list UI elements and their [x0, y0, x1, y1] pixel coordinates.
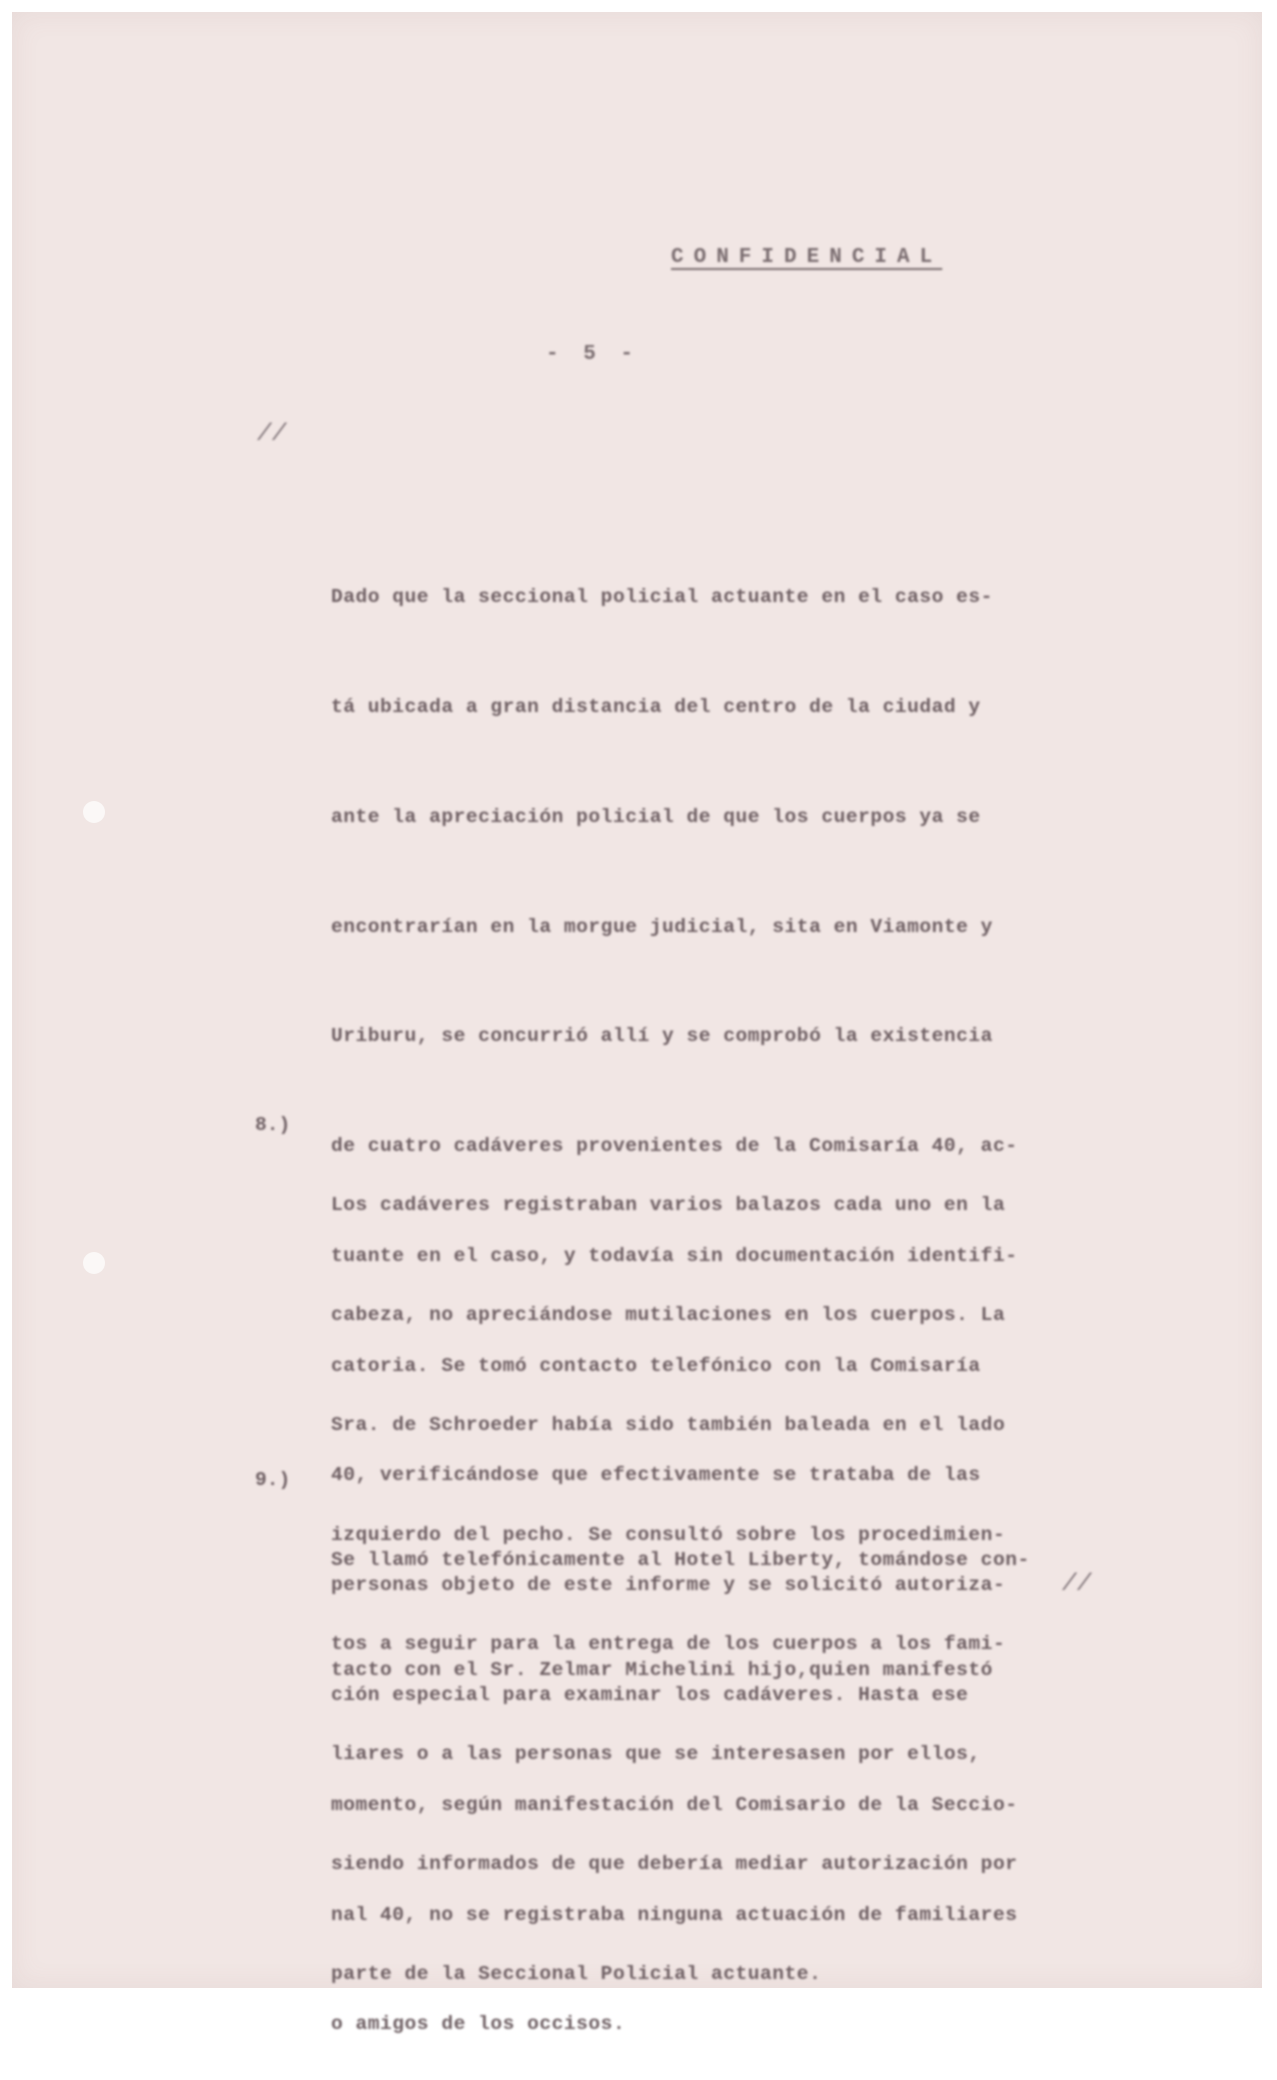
text-line: tuante en el caso, y todavía sin documentación identifi- — [331, 1244, 1018, 1267]
text-line: catoria. Se tomó contacto telefónico con la Comisaría — [331, 1354, 981, 1377]
text-line: tá ubicada a gran distancia del centro de la ciudad y — [331, 695, 981, 718]
continuation-mark-top: // — [257, 421, 287, 448]
confidential-heading: CONFIDENCIAL — [671, 246, 943, 269]
text-line: ción especial para examinar los cadáveres. Hasta ese — [331, 1684, 969, 1706]
text-line: 40, verificándose que efectivamente se trataba de las — [331, 1464, 981, 1487]
text-line: o amigos de los occisos. — [331, 2013, 626, 2036]
text-line: Uriburu, se concurrió allí y se comprobó la existencia — [331, 1025, 993, 1048]
punch-hole — [83, 801, 105, 823]
text-line: Se llamó telefónicamente al Hotel Liberty, tomándose con- — [331, 1549, 1030, 1572]
paragraph-number-8: 8.) — [255, 1114, 291, 1136]
text-line: liares o a las personas que se interesasen por ellos, — [331, 1743, 981, 1766]
text-line: tacto con el Sr. Zelmar Michelini hijo,quien manifestó — [331, 1658, 993, 1681]
continuation-mark-bottom: // — [1062, 1571, 1092, 1598]
text-line: parte de la Seccional Policial actuante. — [331, 1962, 822, 1985]
text-line: Sra. de Schroeder había sido también baleada en el lado — [331, 1413, 1006, 1436]
text-line: ante la apreciación policial de que los cuerpos ya se — [331, 805, 981, 828]
text-line: de cuatro cadáveres provenientes de la Comisaría 40, ac- — [331, 1135, 1018, 1158]
punch-hole — [83, 1252, 105, 1274]
text-line: nal 40, no se registraba ninguna actuación de familiares — [331, 1903, 1018, 1926]
text-line: cabeza, no apreciándose mutilaciones en los cuerpos. La — [331, 1303, 1006, 1326]
text-line: personas objeto de este informe y se solicitó autoriza- — [331, 1574, 1006, 1597]
page-number: - 5 - — [546, 343, 640, 366]
text-line: izquierdo del pecho. Se consultó sobre los procedimien- — [331, 1523, 1006, 1546]
text-line: encontrarían en la morgue judicial, sita en Viamonte y — [331, 915, 993, 938]
text-line: Dado que la seccional policial actuante en el caso es- — [331, 586, 993, 609]
text-line: siendo informados de que debería mediar autorización por — [331, 1852, 1018, 1875]
paragraph-9 — [331, 1469, 1121, 1725]
text-line: momento, según manifestación del Comisario de la Seccio- — [331, 1793, 1018, 1816]
text-line: Los cadáveres registraban varios balazos cada uno en la — [331, 1194, 1006, 1217]
text-line: tos a seguir para la entrega de los cuerpos a los fami- — [331, 1633, 1006, 1656]
paragraph-number-9: 9.) — [255, 1469, 291, 1491]
